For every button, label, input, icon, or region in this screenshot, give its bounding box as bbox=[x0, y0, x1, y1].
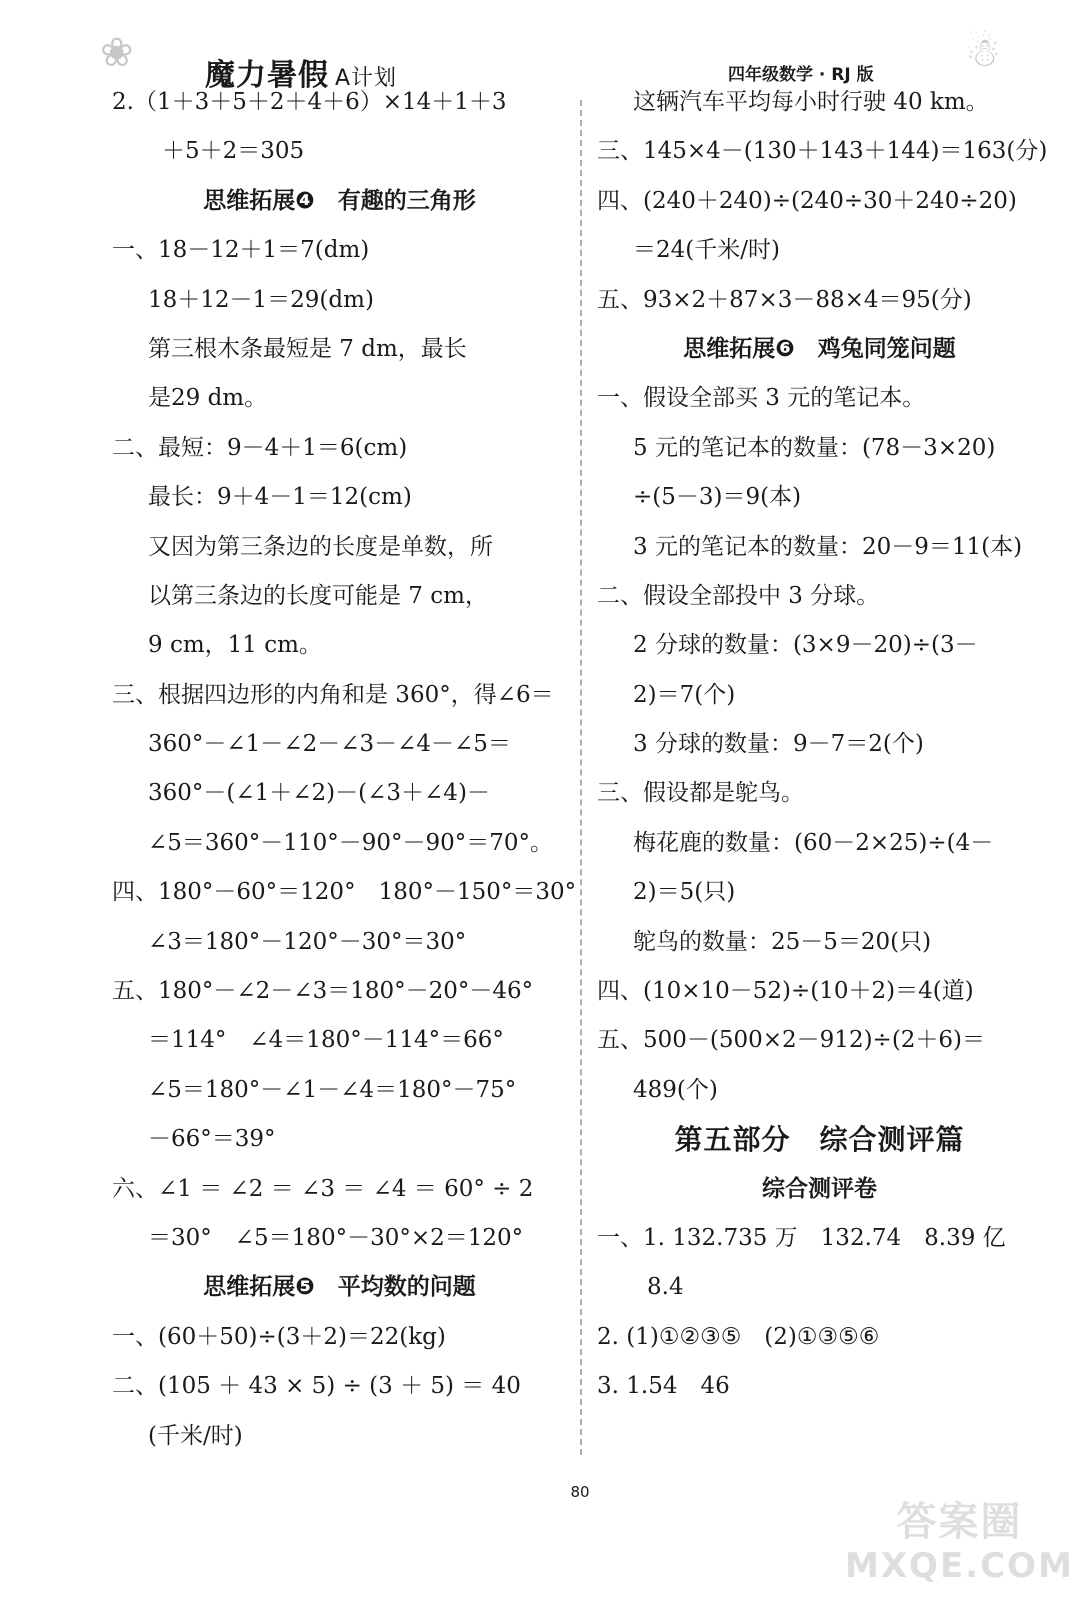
answer-line: 最长：9＋4－1＝12(cm) bbox=[148, 484, 412, 511]
answer-line: ∠3＝180°－120°－30°＝30° bbox=[148, 928, 467, 955]
answer-line: 四、(10×10－52)÷(10＋2)＝4(道) bbox=[597, 978, 974, 1005]
answer-line: 一、(60＋50)÷(3＋2)＝22(kg) bbox=[112, 1323, 446, 1350]
watermark-url: MXQE.COM bbox=[845, 1546, 1074, 1586]
answer-line: 2.（1＋3＋5＋2＋4＋6）×14＋1＋3 bbox=[112, 89, 507, 115]
answer-line: 以第三条边的长度可能是 7 cm， bbox=[148, 582, 488, 609]
answer-line: ＝114° ∠4＝180°－114°＝66° bbox=[148, 1027, 504, 1054]
answer-line: －66°＝39° bbox=[148, 1126, 276, 1153]
header-decoration-right: ☃ bbox=[965, 30, 1001, 76]
answer-line: 2. (1)①②③⑤ (2)①③⑤⑥ bbox=[597, 1323, 880, 1350]
answer-line: 489(个) bbox=[633, 1076, 718, 1103]
answer-line: 18＋12－1＝29(dm) bbox=[148, 286, 374, 313]
answer-line: (千米/时) bbox=[148, 1422, 243, 1449]
answer-line: 3 元的笔记本的数量：20－9＝11(本) bbox=[633, 533, 1023, 560]
answer-line: 二、假设全部投中 3 分球。 bbox=[597, 582, 880, 609]
header-grade: 四年级数学 · RJ 版 bbox=[728, 65, 874, 85]
answer-line: 8.4 bbox=[647, 1274, 684, 1301]
left-column bbox=[112, 78, 577, 1461]
section-heading: 思维拓展❻ 鸡兔同笼问题 bbox=[683, 335, 956, 362]
answer-line: 第三根木条最短是 7 dm，最长 bbox=[148, 335, 467, 362]
section-heading: 思维拓展❹ 有趣的三角形 bbox=[203, 187, 476, 214]
answer-line: 360°－(∠1＋∠2)－(∠3＋∠4)－ bbox=[148, 780, 490, 807]
answer-line: 五、500－(500×2－912)÷(2＋6)＝ bbox=[597, 1027, 986, 1054]
header-decoration-left: ❀ bbox=[100, 30, 134, 76]
answer-line: 五、93×2＋87×3－88×4＝95(分) bbox=[597, 286, 972, 313]
watermark-logo bbox=[845, 1500, 1074, 1588]
answer-line: 2)＝5(只) bbox=[633, 879, 736, 906]
answer-line: ∠5＝360°－110°－90°－90°＝70°。 bbox=[148, 829, 554, 856]
answer-line: ∠5＝180°－∠1－∠4＝180°－75° bbox=[148, 1076, 517, 1103]
answer-line: 又因为第三条边的长度是单数，所 bbox=[148, 533, 493, 560]
answer-line: 2 分球的数量：(3×9－20)÷(3－ bbox=[633, 632, 978, 659]
answer-line: ÷(5－3)＝9(本) bbox=[633, 484, 802, 511]
answer-line: 二、最短：9－4＋1＝6(cm) bbox=[112, 434, 408, 461]
brand-subtitle: A计划 bbox=[335, 66, 398, 91]
answer-line: 是29 dm。 bbox=[148, 385, 268, 412]
answer-line: 一、假设全部买 3 元的笔记本。 bbox=[597, 385, 926, 412]
answer-line: 这辆汽车平均每小时行驶 40 km。 bbox=[633, 89, 989, 115]
column-divider bbox=[580, 100, 582, 1455]
answer-line: 三、假设都是鸵鸟。 bbox=[597, 780, 804, 807]
section-heading: 综合测评卷 bbox=[762, 1175, 877, 1202]
part-heading: 第五部分 综合测评篇 bbox=[674, 1123, 965, 1157]
answer-line: 六、∠1 ＝ ∠2 ＝ ∠3 ＝ ∠4 ＝ 60° ÷ 2 bbox=[112, 1175, 534, 1202]
answer-line: ＝24(千米/时) bbox=[633, 237, 780, 264]
answer-line: 梅花鹿的数量：(60－2×25)÷(4－ bbox=[633, 829, 994, 856]
answer-line: 二、(105 ＋ 43 × 5) ÷ (3 ＋ 5) ＝ 40 bbox=[112, 1373, 521, 1400]
answer-line: 五、180°－∠2－∠3＝180°－20°－46° bbox=[112, 978, 534, 1005]
answer-line: 鸵鸟的数量：25－5＝20(只) bbox=[633, 928, 932, 955]
right-column bbox=[597, 78, 1048, 1412]
answer-line: 2)＝7(个) bbox=[633, 681, 736, 708]
watermark-text: 答案圈 bbox=[896, 1499, 1023, 1545]
answer-line: 一、1. 132.735 万 132.74 8.39 亿 bbox=[597, 1224, 1006, 1251]
answer-line: 四、(240＋240)÷(240÷30＋240÷20) bbox=[597, 187, 1017, 214]
answer-line: 9 cm，11 cm。 bbox=[148, 632, 322, 659]
section-heading: 思维拓展❺ 平均数的问题 bbox=[203, 1274, 476, 1301]
answer-line: 三、根据四边形的内角和是 360°，得∠6＝ bbox=[112, 681, 554, 708]
answer-line: 一、18－12＋1＝7(dm) bbox=[112, 237, 370, 264]
answer-line: 5 元的笔记本的数量：(78－3×20) bbox=[633, 434, 996, 461]
brand-title: 魔力暑假 bbox=[205, 58, 329, 93]
answer-line: 四、180°－60°＝120° 180°－150°＝30° bbox=[112, 879, 577, 906]
answer-line: 三、145×4－(130＋143＋144)＝163(分) bbox=[597, 138, 1048, 165]
answer-line: ＋5＋2＝305 bbox=[162, 138, 305, 165]
answer-line: 360°－∠1－∠2－∠3－∠4－∠5＝ bbox=[148, 731, 511, 758]
answer-line: ＝30° ∠5＝180°－30°×2＝120° bbox=[148, 1224, 524, 1251]
page-number: 80 bbox=[570, 1483, 590, 1501]
answer-line: 3. 1.54 46 bbox=[597, 1373, 730, 1400]
answer-line: 3 分球的数量：9－7＝2(个) bbox=[633, 731, 924, 758]
